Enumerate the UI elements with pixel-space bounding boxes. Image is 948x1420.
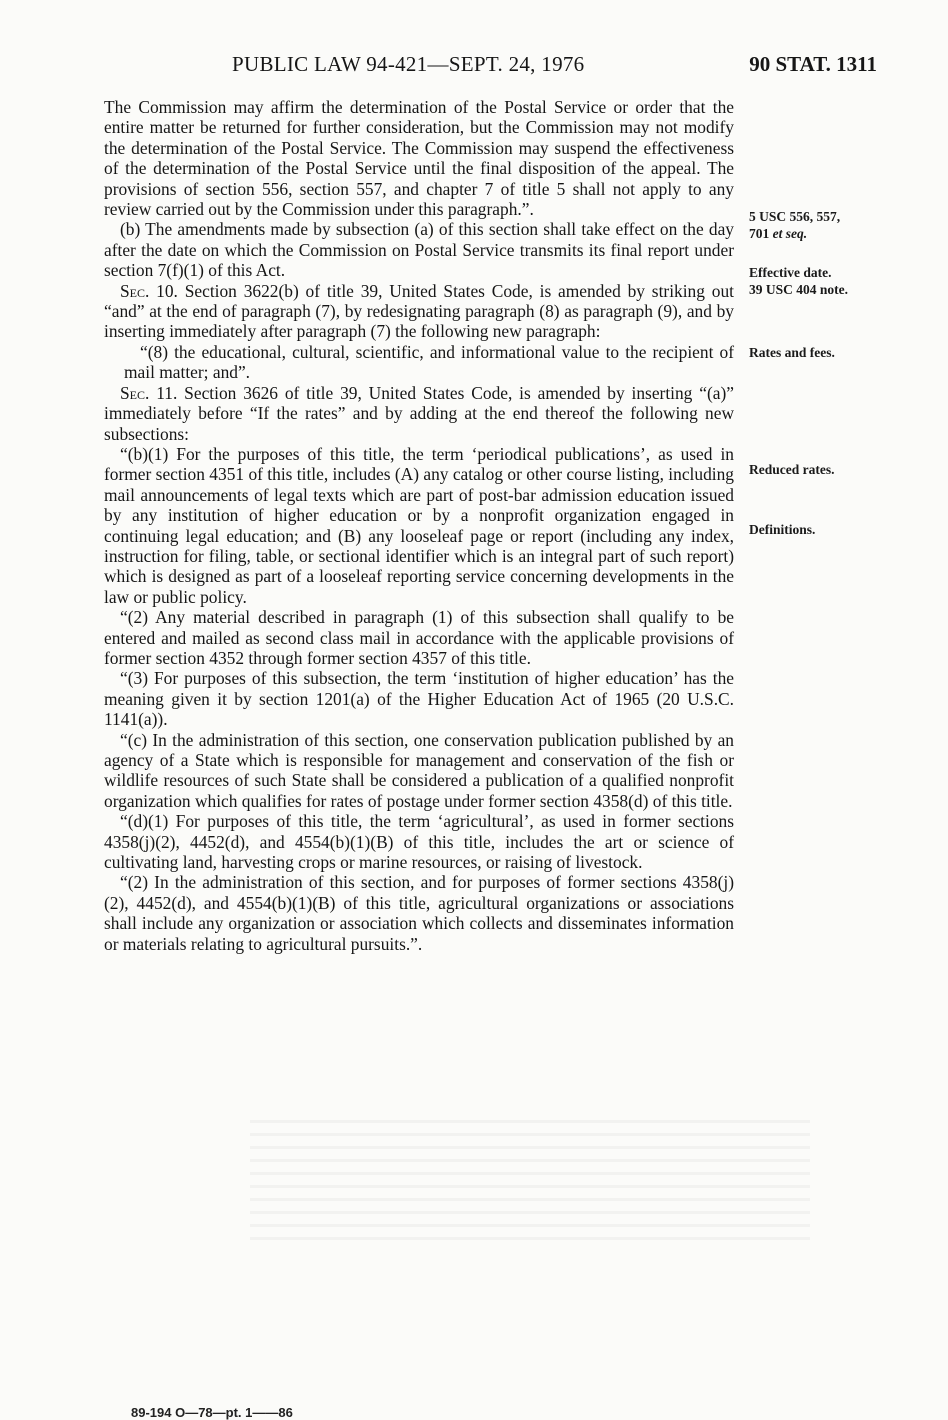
paragraph-continuation: The Commission may affirm the determination of the Postal Service or order that the entire matter be returned for further consideration, but the Commission may not modify the determination of the Postal Service. The Commission may suspend the effectiveness of the determination of the Postal Service until the final disposition of the appeal. The provisions of section 556, section 557, and chapter 7 of title 5 shall not apply to any review carried out by the Commission under this paragraph.”. [104, 97, 734, 220]
margin-note-text: 701 [749, 226, 773, 241]
bleed-through-text [250, 1120, 810, 1250]
section-label: Sec. 11. [120, 382, 178, 403]
section-text: Section 3626 of title 39, United States Code, is amended by inserting “(a)” immediately before “If the rates” and by adding at the end thereof the following new subsections: [104, 382, 734, 444]
section-label: Sec. 10. [120, 280, 178, 301]
margin-note-rates-and-fees: Rates and fees. [749, 345, 835, 360]
margin-note-italic: et seq. [772, 226, 808, 241]
margin-note-line: 39 USC 404 note. [749, 282, 849, 297]
page-header [0, 52, 948, 82]
paragraph-b-3: “(3) For purposes of this subsection, the term ‘institution of higher education’ has the meaning given it by section 1201(a) of the Higher Education Act of 1965 (20 U.S.C. 1141(a)). [104, 668, 734, 730]
paragraph-c: “(c) In the administration of this section, one conservation publication published by an agency of a State which is responsible for management and conservation of the fish or wildlife resources of such State shall be considered a publication of a qualified nonprofit organization which qualifies for rates of postage under former section 4358(d) of this title. [104, 729, 734, 811]
margin-note-line: Effective date. [749, 265, 832, 280]
paragraph-quote-8: “(8) the educational, cultural, scientific, and informational value to the recipient of mail matter; and”. [124, 341, 734, 383]
printer-footer-code: 89-194 O—78—pt. 1——86 [131, 1405, 293, 1420]
margin-note-definitions: Definitions. [749, 522, 816, 537]
paragraph-d-1: “(d)(1) For purposes of this title, the term ‘agricultural’, as used in former sections 4358(j)(2), 4452(d), and 4554(b)(1)(B) of this title, includes the art or science of cultivating land, harvesting crops or marine resources, or raising of livestock. [104, 811, 734, 873]
paragraph-subsection-b: (b) The amendments made by subsection (a) of this section shall take effect on the day after the date on which the Commission on Postal Service transmits its final report under section 7(f)(1) of this Act. [104, 219, 734, 281]
paragraph-b-2: “(2) Any material described in paragraph (1) of this subsection shall qualify to be entered and mailed as second class mail in accordance with the applicable provisions of former section 4352 through former section 4357 of this title. [104, 607, 734, 668]
margin-note-usc-citation [749, 208, 840, 242]
margin-note-effective-date [749, 264, 848, 298]
paragraph-b-1: “(b)(1) For the purposes of this title, the term ‘periodical publications’, as used in former section 4351 of this title, includes (A) any catalog or other course listing, including mail announcements of legal texts which are part of post-bar admission education issued by any institution of higher education or by a nonprofit organization engaged in continuing legal education; and (B) any looseleaf page or report (including any index, instruction for filing, table, or sectional identifier which is an integral part of such report) which is designed as part of a looseleaf reporting service concerning developments in the law or public policy. [104, 443, 734, 607]
paragraph-d-2: “(2) In the administration of this section, and for purposes of former sections 4358(j)(2), 4452(d), and 4554(b)(1)(B) of this title, agricultural organizations or associations shall include any organization or association which collects and disseminates information or materials relating to agricultural pursuits.”. [104, 872, 734, 954]
running-head: PUBLIC LAW 94-421—SEPT. 24, 1976 [232, 52, 585, 76]
margin-note-reduced-rates: Reduced rates. [749, 462, 835, 477]
paragraph-sec-10 [104, 281, 734, 342]
paragraph-sec-11 [104, 383, 734, 444]
body-text [104, 97, 734, 954]
margin-note-line: 5 USC 556, 557, [749, 209, 841, 224]
section-text: Section 3622(b) of title 39, United States Code, is amended by striking out “and” at the end of paragraph (7), by redesignating paragraph (8) as paragraph (9), and by inserting immediately after paragraph (7) the following new paragraph: [104, 280, 734, 342]
margin-note-line [749, 225, 840, 242]
stat-page-number: 90 STAT. 1311 [749, 52, 877, 76]
